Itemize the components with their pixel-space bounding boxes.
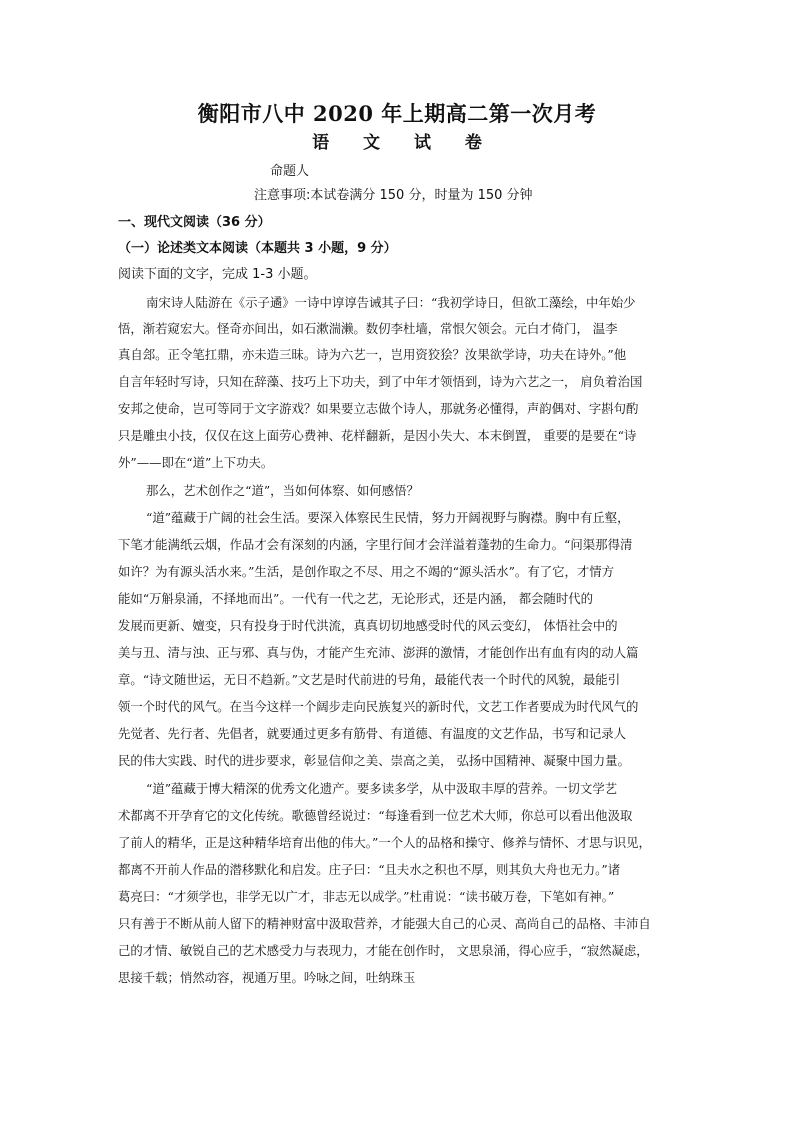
exam-subtitle: 语 文 试 卷 bbox=[312, 133, 496, 153]
passage-line: 悟，渐若窥宏大。怪奇亦间出，如石漱湍濑。数仞李杜墙，常恨欠领会。元白才倚门， 温李 bbox=[118, 321, 618, 336]
passage-line: “道”蕴藏于博大精深的优秀文化遗产。要多读多学，从中汲取丰厚的营养。一切文学艺 bbox=[146, 781, 618, 796]
passage-line: 先觉者、先行者、先倡者，就要通过更多有筋骨、有道德、有温度的文艺作品，书写和记录人 bbox=[118, 726, 627, 741]
passage-line: 安邦之使命，岂可等同于文字游戏？如果要立志做个诗人，那就务必懂得，声韵偶对、字斟句酌 bbox=[118, 401, 639, 416]
passage-line: 自言年轻时写诗，只知在辞藻、技巧上下功夫，到了中年才领悟到，诗为六艺之一， 肩负着治国 bbox=[118, 374, 643, 389]
passage-line: 了前人的精华，正是这种精华培育出他的伟大。”一个人的品格和操守、修养与情怀、才思与识见， bbox=[118, 835, 651, 850]
passage-line: 领一个时代的风气。在当今这样一个阔步走向民族复兴的新时代，文艺工作者要成为时代风气的 bbox=[118, 699, 639, 714]
passage-line: 民的伟大实践、时代的进步要求，彰显信仰之美、崇高之美， 弘扬中国精神、凝聚中国力量。 bbox=[118, 753, 630, 768]
section-heading: 一、现代文阅读（36 分） bbox=[118, 215, 271, 230]
subsection-heading: （一）论述类文本阅读（本题共 3 小题，9 分） bbox=[118, 241, 397, 256]
passage-line: 外”——即在“道”上下功夫。 bbox=[118, 455, 274, 470]
passage-line: “道”蕴藏于广阔的社会生活。要深入体察民生民情，努力开阔视野与胸襟。胸中有丘壑， bbox=[146, 510, 630, 525]
passage-line: 己的才情、敏锐自己的艺术感受力与表现力，才能在创作时， 文思泉涌，得心应手，“寂然凝虑， bbox=[118, 943, 649, 958]
passage-line: 只是雕虫小技，仅仅在这上面劳心费神、花样翻新，是因小失大、本末倒置， 重要的是要在“诗 bbox=[118, 428, 637, 443]
exam-notice: 注意事项:本试卷满分 150 分，时量为 150 分钟 bbox=[254, 188, 533, 203]
passage-line: 那么，艺术创作之“道”，当如何体察、如何感悟？ bbox=[146, 483, 419, 498]
reading-instruction: 阅读下面的文字，完成 1-3 小题。 bbox=[118, 267, 317, 282]
author-label: 命题人 bbox=[270, 164, 310, 179]
passage-line: 下笔才能满纸云烟，作品才会有深刻的内涵，字里行间才会洋溢着蓬勃的生命力。“问渠那得清 bbox=[118, 537, 633, 552]
passage-line: 只有善于不断从前人留下的精神财富中汲取营养，才能强大自己的心灵、高尚自己的品格、丰沛自 bbox=[118, 916, 651, 931]
passage-line: 南宋诗人陆游在《示子遹》一诗中谆谆告诫其子曰：“我初学诗日，但欲工藻绘，中年始少 bbox=[146, 295, 636, 310]
passage-line: 都离不开前人作品的潜移默化和启发。庄子曰：“且夫水之积也不厚，则其负大舟也无力。”诸 bbox=[118, 862, 621, 877]
passage-line: 如许？为有源头活水来。”生活，是创作取之不尽、用之不竭的“源头活水”。有了它，才情方 bbox=[118, 564, 615, 579]
passage-line: 章。“诗文随世运，无日不趋新。”文艺是时代前进的号角，最能代表一个时代的风貌，最能引 bbox=[118, 672, 621, 687]
passage-line: 真自郐。正令笔扛鼎，亦未造三昧。诗为六艺一，岂用资狡狯？汝果欲学诗，功夫在诗外。”他 bbox=[118, 347, 627, 362]
passage-line: 美与丑、清与浊、正与邪、真与伪，才能产生充沛、澎湃的激情，才能创作出有血有肉的动人篇 bbox=[118, 645, 639, 660]
passage-line: 能如“万斛泉涌，不择地而出”。一代有一代之艺，无论形式，还是内涵， 都会随时代的 bbox=[118, 591, 594, 606]
passage-line: 思接千载；悄然动容，视通万里。吟咏之间，吐纳珠玉 bbox=[118, 970, 416, 985]
exam-title: 衡阳市八中 2020 年上期高二第一次月考 bbox=[197, 101, 597, 126]
passage-line: 术都离不开孕育它的文化传统。歌德曾经说过：“每逢看到一位艺术大师，你总可以看出他汲取 bbox=[118, 808, 633, 823]
passage-line: 发展而更新、嬗变，只有投身于时代洪流，真真切切地感受时代的风云变幻， 体悟社会中的 bbox=[118, 618, 618, 633]
passage-line: 葛亮曰：“才须学也，非学无以广才，非志无以成学。”杜甫说：“读书破万卷，下笔如有神。” bbox=[118, 889, 615, 904]
